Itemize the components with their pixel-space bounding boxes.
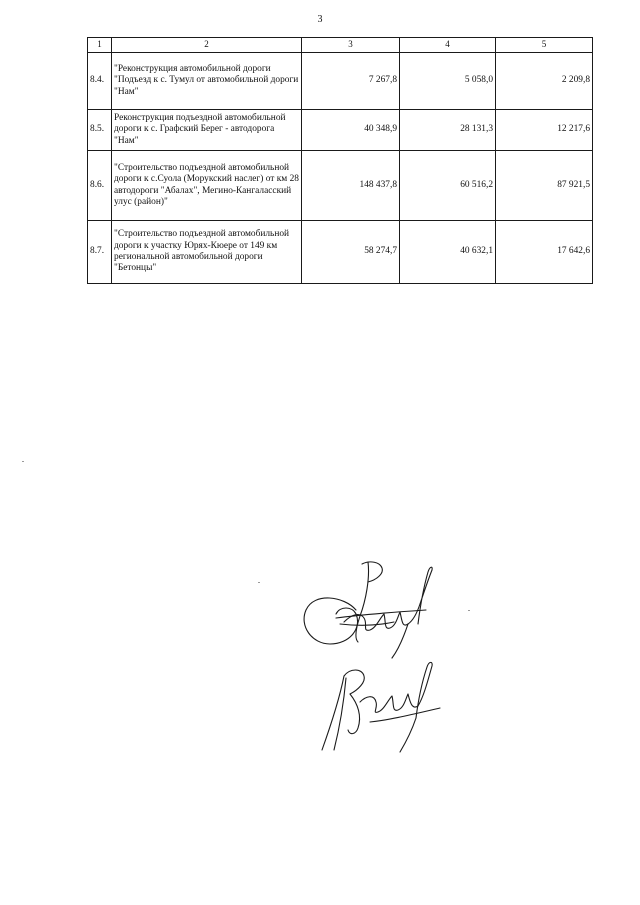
- table-row: [88, 53, 593, 110]
- row-number: 8.7.: [88, 221, 112, 284]
- scan-speck: [258, 582, 260, 583]
- row-description: "Реконструкция автомобильной дороги "Подъезд к с. Тумул от автомобильной дороги "Нам": [112, 53, 302, 110]
- page-number: 3: [317, 14, 323, 25]
- row-value-col3: 148 437,8: [302, 151, 400, 221]
- budget-table: [87, 37, 593, 284]
- row-value-col4: 40 632,1: [400, 221, 496, 284]
- row-value-col5: 12 217,6: [496, 110, 593, 151]
- scan-speck: [22, 461, 24, 462]
- column-header-1: 1: [88, 38, 112, 53]
- column-header-4: 4: [400, 38, 496, 53]
- row-description: "Строительство подъездной автомобильной дороги к с.Суола (Морукский наслег) от км 28 автодороги "Абалах", Мегино-Кангаласский улус (район)": [112, 151, 302, 221]
- column-header-2: 2: [112, 38, 302, 53]
- row-value-col5: 17 642,6: [496, 221, 593, 284]
- row-value-col4: 60 516,2: [400, 151, 496, 221]
- row-description: Реконструкция подъездной автомобильной дороги к с. Графский Берег - автодорога "Нам": [112, 110, 302, 151]
- row-value-col3: 7 267,8: [302, 53, 400, 110]
- row-value-col5: 87 921,5: [496, 151, 593, 221]
- table-header-row: [88, 38, 593, 53]
- row-number: 8.4.: [88, 53, 112, 110]
- table-row: [88, 221, 593, 284]
- row-value-col5: 2 209,8: [496, 53, 593, 110]
- signature-lower: [310, 650, 460, 760]
- row-number: 8.5.: [88, 110, 112, 151]
- row-description: "Строительство подъездной автомобильной дороги к участку Юрях-Кюере от 149 км региональной автомобильной дороги "Бетонцы": [112, 221, 302, 284]
- column-header-3: 3: [302, 38, 400, 53]
- row-value-col4: 5 058,0: [400, 53, 496, 110]
- scan-speck: [468, 610, 470, 611]
- row-value-col3: 58 274,7: [302, 221, 400, 284]
- column-header-5: 5: [496, 38, 593, 53]
- row-value-col4: 28 131,3: [400, 110, 496, 151]
- table-row: [88, 151, 593, 221]
- row-number: 8.6.: [88, 151, 112, 221]
- signature-upper: [296, 552, 446, 662]
- row-value-col3: 40 348,9: [302, 110, 400, 151]
- table-row: [88, 110, 593, 151]
